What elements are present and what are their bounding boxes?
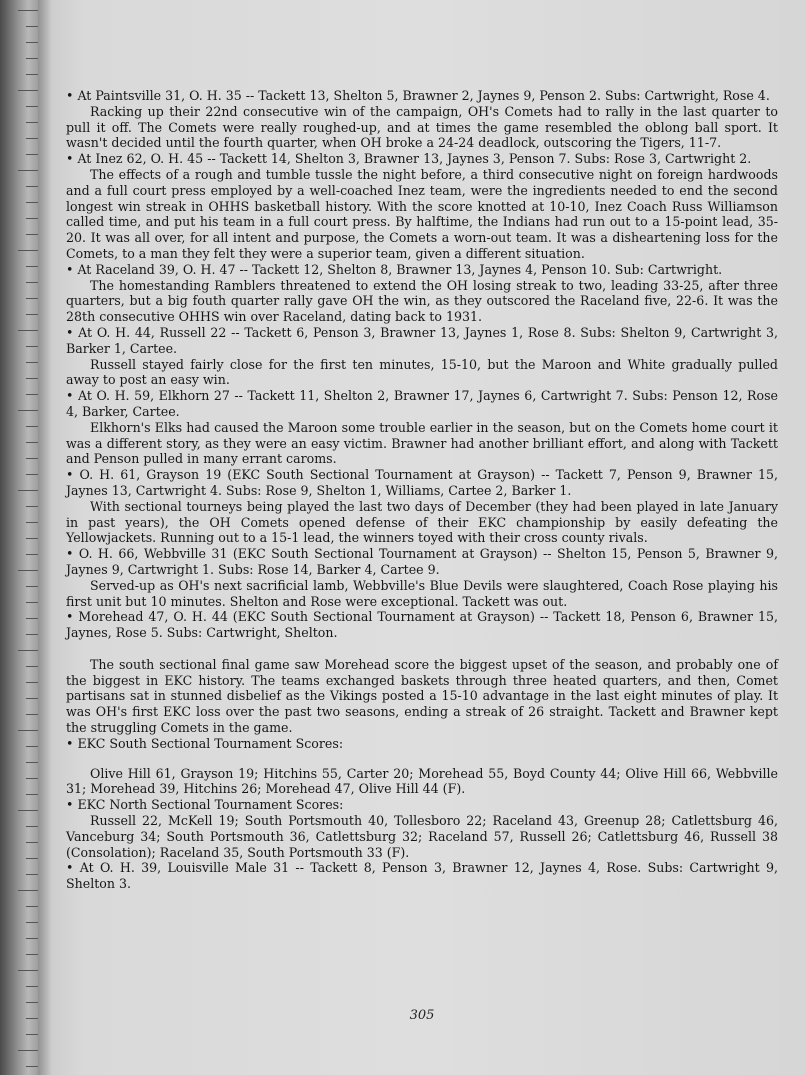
bullet-game-entry: • At Paintsville 31, O. H. 35 -- Tackett 13, Shelton 5, Brawner 2, Jaynes 9, Penson 2. Subs: Cartwright, Rose 4.: [66, 88, 778, 104]
bullet-game-entry: • O. H. 66, Webbville 31 (EKC South Sectional Tournament at Grayson) -- Shelton 15, Penson 5, Brawner 9, Jaynes 9, Cartwright 1. Subs: Rose 14, Barker 4, Cartee 9.: [66, 546, 778, 578]
bullet-game-entry: • EKC North Sectional Tournament Scores:: [66, 797, 778, 813]
bullet-game-entry: • Morehead 47, O. H. 44 (EKC South Sectional Tournament at Grayson) -- Tackett 18, Penson 6, Brawner 15, Jaynes, Rose 5. Subs: Cartwright, Shelton.: [66, 609, 778, 641]
bullet-game-entry: • EKC South Sectional Tournament Scores:: [66, 736, 778, 752]
ruler-tick: [18, 890, 40, 891]
page-text-body: [66, 88, 778, 892]
bullet-game-entry: • O. H. 61, Grayson 19 (EKC South Sectional Tournament at Grayson) -- Tackett 7, Penson 9, Brawner 15, Jaynes 13, Cartwright 4. Subs: Rose 9, Shelton 1, Williams, Cartee 2, Barker 1.: [66, 467, 778, 499]
text-paragraph: The effects of a rough and tumble tussle the night before, a third consecutive night on foreign hardwoods and a full court press employed by a well-coached Inez team, were the ingredients needed to end the second longest win streak in OHHS basketball history. With the score knotted at 10-10, Inez Coach Russ Williamson called time, and put his team in a full court press. By halftime, the Indians had run out to a 15-point lead, 35-20. It was all over, for all intent and purpose, the Comets a worn-out team. It was a disheartening loss for the Comets, to a man they felt they were a superior team, given a different situation.: [66, 166, 778, 261]
page-gutter-shadow: [38, 0, 52, 1075]
ruler-tick: [18, 650, 40, 651]
bullet-game-entry: • At Inez 62, O. H. 45 -- Tackett 14, Shelton 3, Brawner 13, Jaynes 3, Penson 7. Subs: Rose 3, Cartwright 2.: [66, 151, 778, 167]
measuring-ruler: [0, 0, 40, 1075]
ruler-tick: [18, 90, 40, 91]
text-paragraph: With sectional tourneys being played the last two days of December (they had been played in late January in past years), the OH Comets opened defense of their EKC championship by easily defeating the Yellowjackets. Running out to a 15-1 lead, the winners toyed with their cross county rivals.: [66, 498, 778, 546]
ruler-tick: [18, 250, 40, 251]
text-paragraph: The south sectional final game saw Morehead score the biggest upset of the season, and probably one of the biggest in EKC history. The teams exchanged baskets through three heated quarters, and then, Comet partisans sat in stunned disbelief as the Vikings posted a 15-10 advantage in the last eight minutes of play. It was OH's first EKC loss over the past two seasons, ending a streak of 26 straight. Tackett and Brawner kept the struggling Comets in the game.: [66, 656, 778, 736]
ruler-tick: [18, 730, 40, 731]
ruler-tick: [18, 1050, 40, 1051]
text-paragraph: Elkhorn's Elks had caused the Maroon some trouble earlier in the season, but on the Comets home court it was a different story, as they were an easy victim. Brawner had another brilliant effort, and along with Tackett and Penson pulled in many errant caroms.: [66, 419, 778, 467]
ruler-tick: [18, 410, 40, 411]
bullet-game-entry: • At O. H. 44, Russell 22 -- Tackett 6, Penson 3, Brawner 13, Jaynes 1, Rose 8. Subs: Shelton 9, Cartwright 3, Barker 1, Cartee.: [66, 325, 778, 357]
ruler-tick: [18, 10, 40, 11]
text-paragraph: Russell stayed fairly close for the first ten minutes, 15-10, but the Maroon and White gradually pulled away to post an easy win.: [66, 356, 778, 388]
text-paragraph: Served-up as OH's next sacrificial lamb, Webbville's Blue Devils were slaughtered, Coach Rose playing his first unit but 10 minutes. Shelton and Rose were exceptional. Tackett was out.: [66, 577, 778, 609]
ruler-tick: [18, 970, 40, 971]
bullet-game-entry: • At Raceland 39, O. H. 47 -- Tackett 12, Shelton 8, Brawner 13, Jaynes 4, Penson 10. Sub: Cartwright.: [66, 262, 778, 278]
text-paragraph: Olive Hill 61, Grayson 19; Hitchins 55, Carter 20; Morehead 55, Boyd County 44; Olive Hill 66, Webbville 31; Morehead 39, Hitchins 26; Morehead 47, Olive Hill 44 (F).: [66, 765, 778, 797]
text-paragraph: The homestanding Ramblers threatened to extend the OH losing streak to two, leading 33-25, after three quarters, but a big fouth quarter rally gave OH the win, as they outscored the Raceland five, 22-6. It was the 28th consecutive OHHS win over Raceland, dating back to 1931.: [66, 277, 778, 325]
book-page: [38, 0, 806, 1075]
ruler-tick: [18, 330, 40, 331]
text-paragraph: Racking up their 22nd consecutive win of the campaign, OH's Comets had to rally in the last quarter to pull it off. The Comets were really roughed-up, and at times the game resembled the oblong ball sport. It wasn't decided until the fourth quarter, when OH broke a 24-24 deadlock, outscoring the Tigers, 11-7.: [66, 103, 778, 151]
ruler-tick: [18, 170, 40, 171]
text-paragraph: Russell 22, McKell 19; South Portsmouth 40, Tollesboro 22; Raceland 43, Greenup 28; Catlettsburg 46, Vanceburg 34; South Portsmouth 36, Catlettsburg 32; Raceland 57, Russell 26; Catlettsburg 46, Russell 38 (Consolation); Raceland 35, South Portsmouth 33 (F).: [66, 813, 778, 860]
bullet-game-entry: • At O. H. 39, Louisville Male 31 -- Tackett 8, Penson 3, Brawner 12, Jaynes 4, Rose. Subs: Cartwright 9, Shelton 3.: [66, 860, 778, 892]
ruler-tick: [18, 490, 40, 491]
page-number: 305: [409, 1008, 435, 1023]
bullet-game-entry: • At O. H. 59, Elkhorn 27 -- Tackett 11, Shelton 2, Brawner 17, Jaynes 6, Cartwright 7. Subs: Penson 12, Rose 4, Barker, Cartee.: [66, 388, 778, 420]
ruler-tick: [18, 810, 40, 811]
ruler-tick: [18, 570, 40, 571]
